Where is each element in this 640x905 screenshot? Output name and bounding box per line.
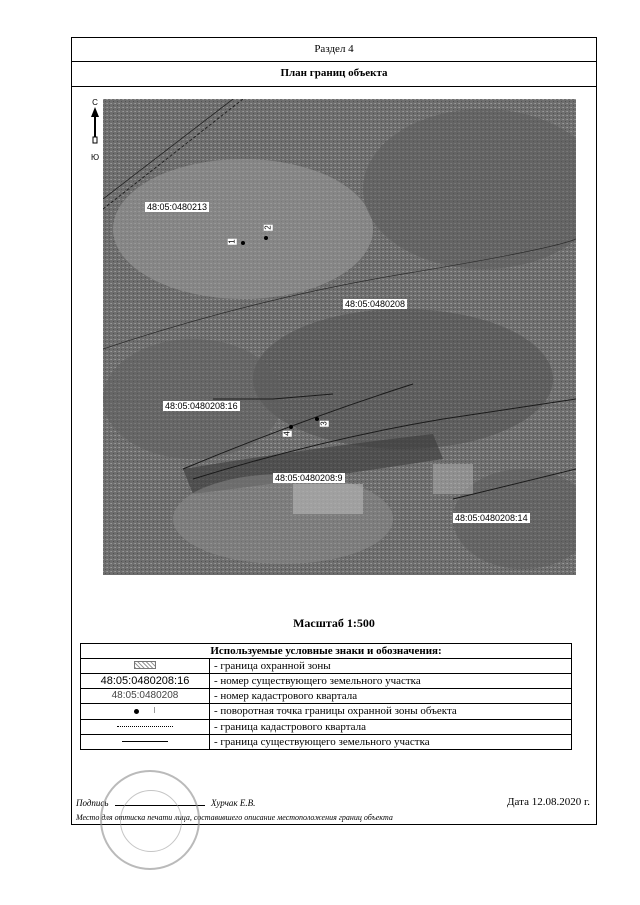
north-arrow-icon (90, 107, 100, 151)
turn-point-1 (241, 241, 245, 245)
legend-title: Используемые условные знаки и обозначения: (81, 644, 572, 659)
parcel-label-48-05-0480208-9: 48:05:0480208:9 (275, 473, 343, 483)
legend-table (80, 643, 572, 750)
turn-point-label-2: 2 (263, 225, 273, 230)
seal-stamp (100, 770, 200, 870)
turn-point-label-3: 3 (319, 421, 329, 426)
legend-row (81, 734, 572, 749)
section-header: Раздел 4 (72, 38, 596, 62)
protection-zone-border-icon (134, 661, 156, 669)
document-date: Дата 12.08.2020 г. (507, 796, 590, 808)
cadastral-label-48-05-0480213: 48:05:0480213 (147, 202, 208, 212)
compass-north: С (92, 98, 98, 107)
map-scale: Масштаб 1:500 (293, 616, 375, 630)
legend-row (81, 689, 572, 704)
legend-symbol-parcel: 48:05:0480208:16 (81, 674, 210, 689)
legend-row (81, 719, 572, 734)
parcel-label-48-05-0480208-16: 48:05:0480208:16 (165, 401, 238, 411)
legend-row (81, 674, 572, 689)
parcel-label-48-05-0480208-14: 48:05:0480208:14 (455, 513, 528, 523)
stamp-place-note: Место для оттиска печати лица, составившего описание местоположения границ объекта (76, 813, 393, 822)
document-frame (71, 37, 597, 825)
plan-title: План границ объекта (72, 62, 596, 87)
legend-symbol-quarter: 48:05:0480208 (81, 689, 210, 704)
turn-point-label-1: 1 (227, 239, 237, 244)
parcel-border-line-icon (122, 741, 168, 742)
turn-point-3 (315, 417, 319, 421)
legend-row (81, 659, 572, 674)
turn-point-dot-icon (134, 709, 139, 714)
turn-point-2 (264, 236, 268, 240)
quarter-border-line-icon (117, 726, 173, 727)
legend-desc: - граница охранной зоны (210, 659, 572, 674)
aerial-map (103, 99, 576, 575)
legend-row (81, 704, 572, 720)
signature-label: Подпись (76, 798, 109, 808)
turn-point-4 (289, 425, 293, 429)
legend-desc: - номер существующего земельного участка (210, 674, 572, 689)
legend-desc: - граница кадастрового квартала (210, 719, 572, 734)
legend-desc: - граница существующего земельного участка (210, 734, 572, 749)
turn-point-label-4: 4 (282, 431, 292, 436)
legend-desc: - поворотная точка границы охранной зоны объекта (210, 704, 572, 720)
map-image (103, 99, 576, 575)
legend-desc: - номер кадастрового квартала (210, 689, 572, 704)
signer-name: Хурчак Е.В. (211, 798, 256, 808)
compass (88, 98, 102, 162)
turn-point-number-icon: ⁝ (153, 706, 156, 715)
compass-south: Ю (90, 153, 100, 162)
cadastral-label-48-05-0480208: 48:05:0480208 (345, 299, 406, 309)
